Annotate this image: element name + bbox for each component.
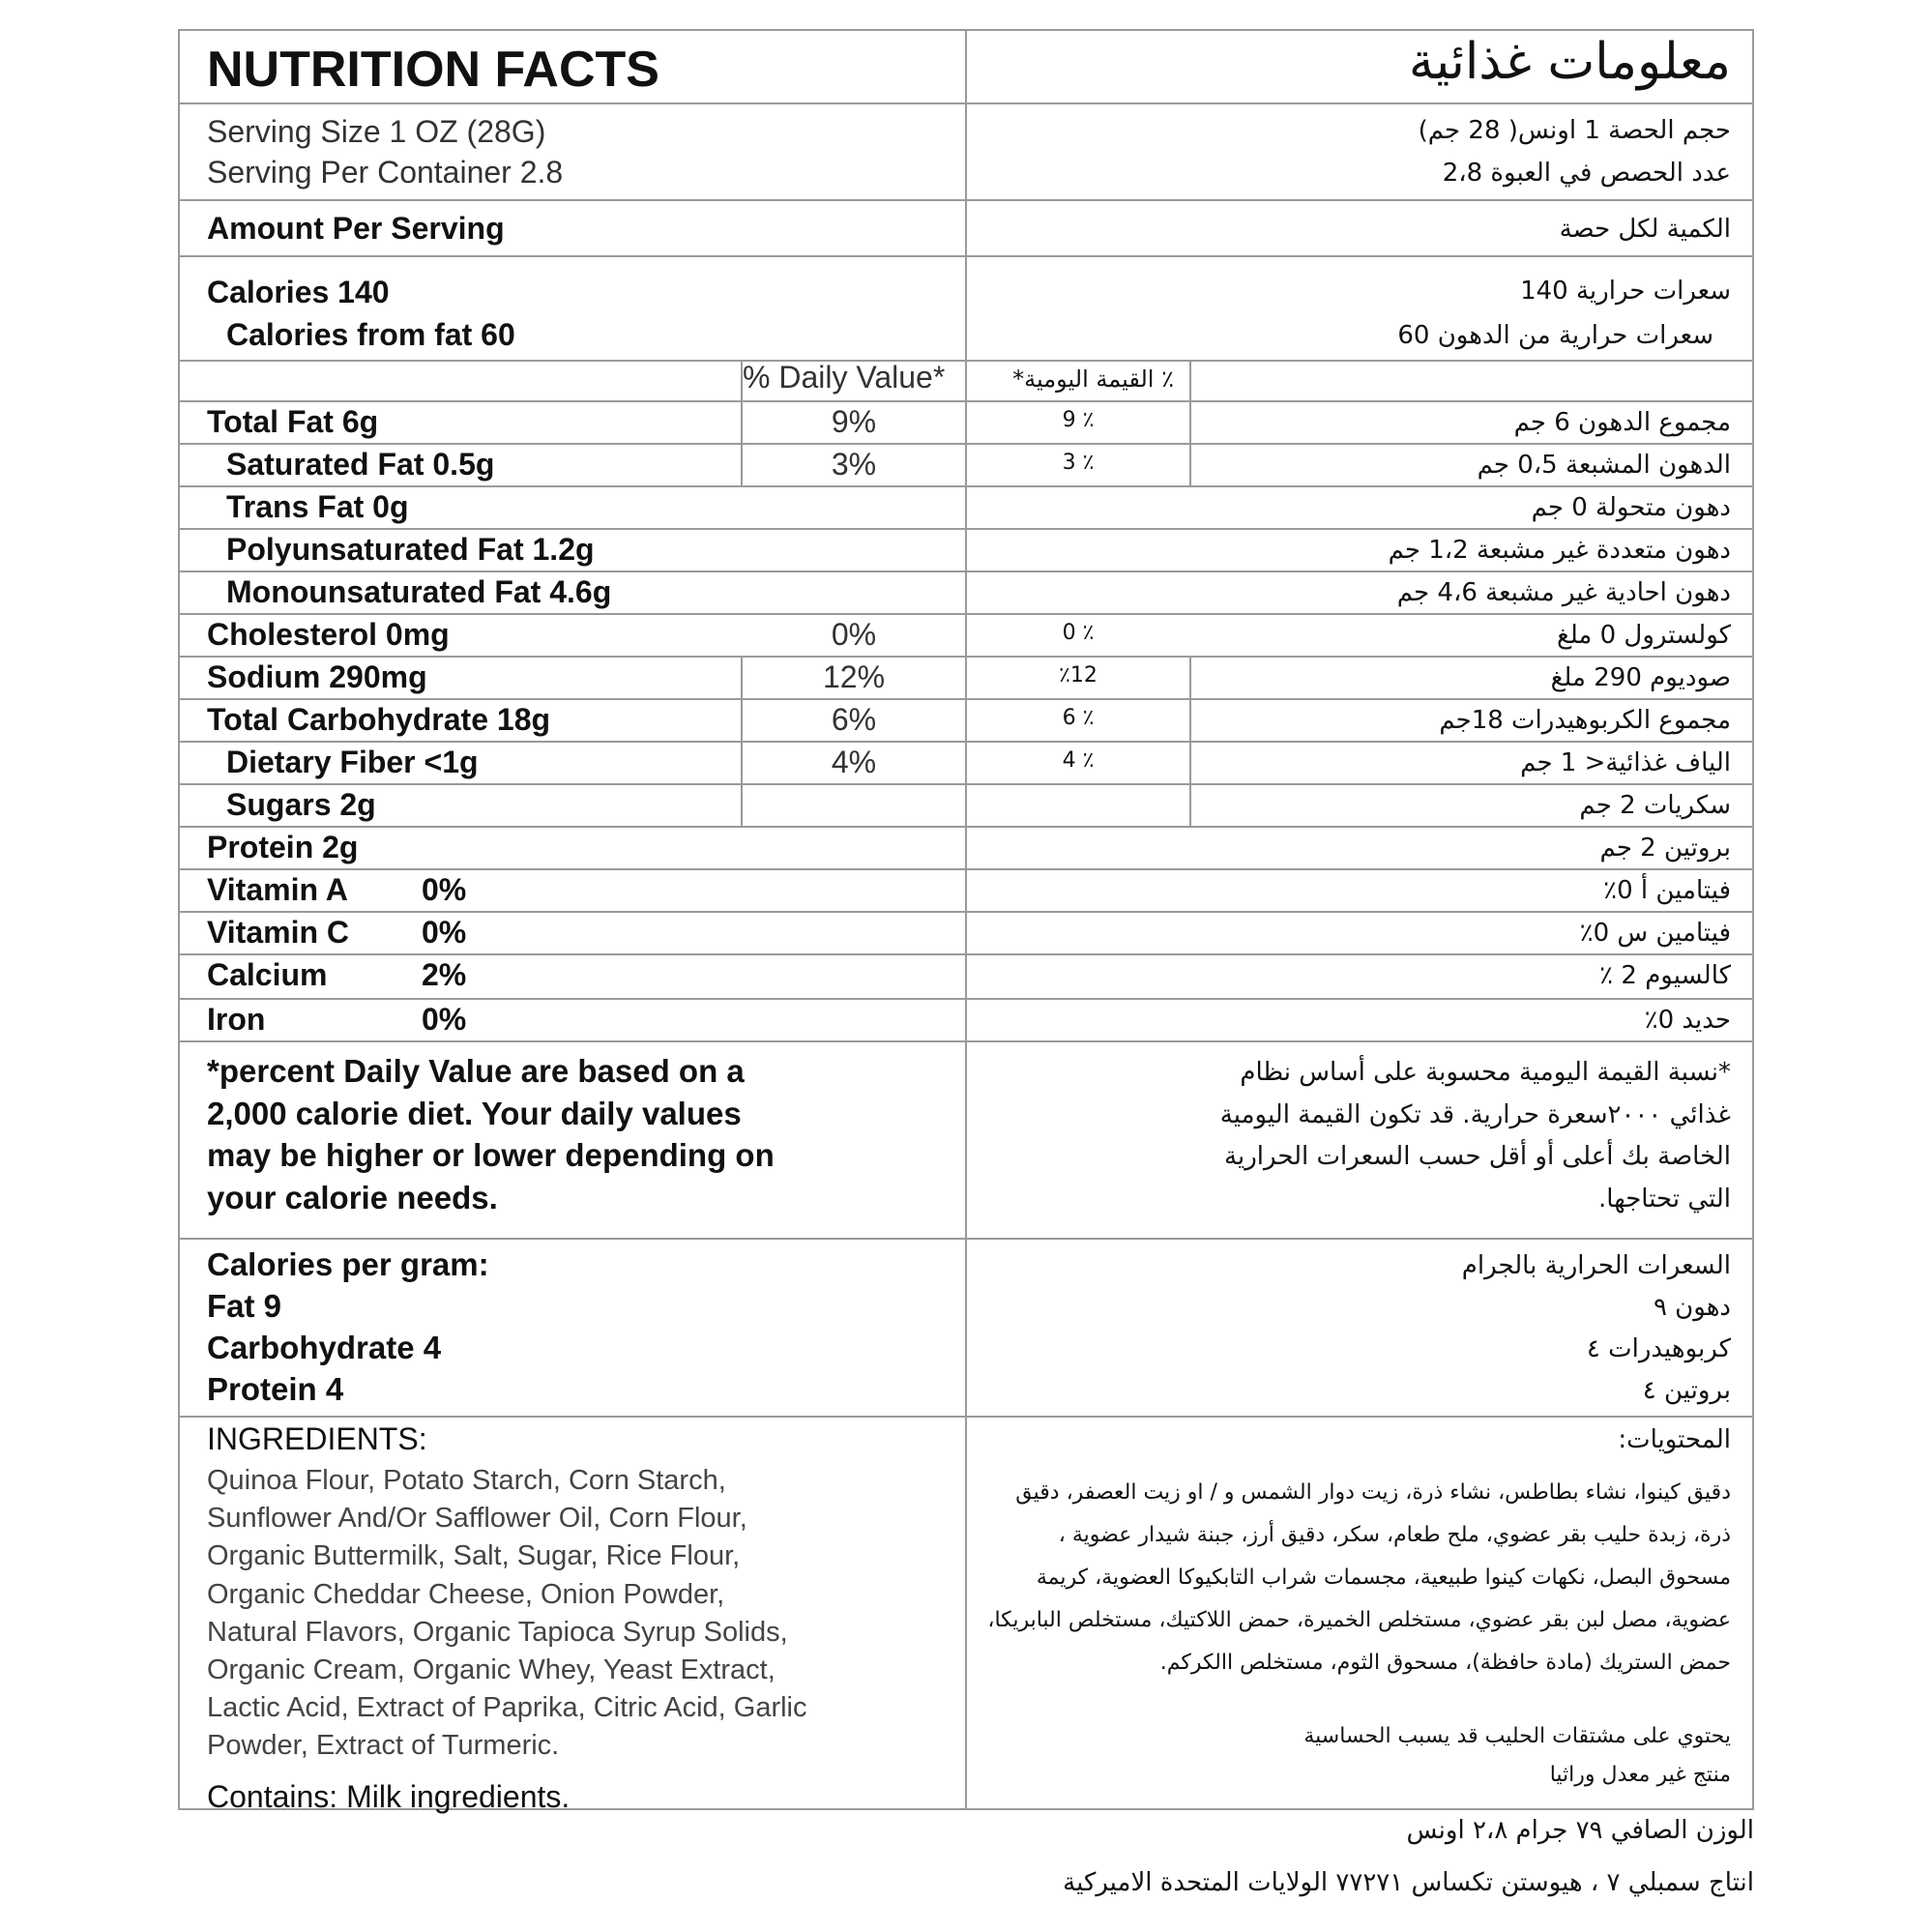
contains-ar	[1303, 1717, 1731, 1795]
ingredients-list-ar	[987, 1472, 1731, 1684]
row-divider	[180, 443, 1752, 445]
vitamin-value: 0%	[422, 872, 467, 907]
ingredients-line-en: Quinoa Flour, Potato Starch, Corn Starch,	[207, 1465, 726, 1496]
nutrient-daily-value-ar: ٪ 6	[1062, 706, 1095, 730]
nutrient-name-en: Monounsaturated Fat 4.6g	[226, 574, 612, 609]
ingredients-title-en: INGREDIENTS:	[207, 1421, 427, 1456]
calories-ar: سعرات حرارية 140	[1520, 277, 1731, 306]
nutrient-name-en: Trans Fat 0g	[226, 489, 409, 524]
ingredients-line-en: Lactic Acid, Extract of Paprika, Citric Acid, Garlic	[207, 1692, 807, 1724]
nutrient-daily-value-ar: ٪12	[1059, 663, 1098, 688]
ingredients-line-ar: عضوية، مصل لبن بقر عضوي، مستخلص الخميرة، حمض اللاكتيك، مستخلص البابريكا،	[987, 1608, 1731, 1632]
vitamin-name-ar: فيتامين أ 0٪	[1603, 876, 1731, 905]
nutrient-name-en: Sodium 290mg	[207, 659, 427, 694]
row-divider	[180, 656, 1752, 658]
nutrient-name-en: Dietary Fiber <1g	[226, 745, 479, 779]
vitamin-name: Vitamin A	[207, 872, 348, 907]
footnote-line-ar: غذائي ٢٠٠٠سعرة حرارية. قد تكون القيمة اليومية	[1219, 1099, 1731, 1129]
servings-per-container-en: Serving Per Container 2.8	[207, 155, 564, 190]
ingredients-title-ar: المحتويات:	[1618, 1425, 1731, 1454]
calories-per-gram-line-en: Carbohydrate 4	[207, 1330, 442, 1365]
footnote-ar	[1220, 1052, 1731, 1220]
ingredients-line-en: Organic Cream, Organic Whey, Yeast Extract,	[207, 1654, 776, 1686]
calories-per-gram-line-ar: كربوهيدرات ٤	[1586, 1334, 1731, 1363]
origin-ar: انتاج سمبلي ٧ ، هيوستن تكساس ٧٧٢٧١ الولايات المتحدة الاميركية	[1063, 1868, 1754, 1897]
footnote-en	[207, 1050, 775, 1218]
daily-value-header-ar: ٪ القيمة اليومية*	[1012, 366, 1174, 393]
vitamin-value: 2%	[422, 957, 467, 992]
nutrient-daily-value-ar: ٪ 0	[1062, 621, 1095, 645]
vitamin-name: Vitamin C	[207, 915, 349, 950]
ingredients-line-ar: حمض الستريك (مادة حافظة)، مسحوق الثوم، مستخلص االكركم.	[1159, 1651, 1731, 1675]
calories-per-gram-line-ar: دهون ٩	[1653, 1293, 1731, 1322]
title-ar: معلومات غذائية	[1408, 33, 1731, 91]
row-divider	[180, 613, 1752, 615]
daily-value-header-en: % Daily Value*	[743, 360, 946, 395]
row-divider	[180, 255, 1752, 257]
row-divider	[180, 953, 1752, 955]
nutrient-daily-value: 12%	[822, 659, 886, 694]
row-divider	[180, 485, 1752, 487]
nutrient-daily-value: 3%	[831, 447, 877, 482]
cell-divider	[1189, 360, 1191, 400]
servings-per-container-ar: عدد الحصص في العبوة 2،8	[1442, 159, 1731, 188]
row-divider	[180, 1238, 1752, 1240]
nutrient-name-en: Cholesterol 0mg	[207, 617, 450, 652]
column-divider	[965, 31, 967, 1808]
nutrient-daily-value-ar: ٪ 4	[1062, 748, 1095, 773]
row-divider	[180, 868, 1752, 870]
nutrient-name-ar: دهون احادية غير مشبعة 4،6 جم	[1396, 578, 1731, 607]
nutrient-daily-value-ar: ٪ 9	[1062, 408, 1095, 432]
row-divider	[180, 199, 1752, 201]
cell-divider	[1189, 400, 1191, 485]
nutrient-name-ar: سكريات 2 جم	[1579, 791, 1731, 820]
row-divider	[180, 360, 1752, 362]
contains-line-ar: منتج غير معدل وراثيا	[1549, 1763, 1731, 1787]
nutrition-label	[178, 29, 1754, 1814]
nutrient-daily-value: 4%	[831, 745, 877, 779]
calories-per-gram-line-en: Calories per gram:	[207, 1246, 489, 1282]
nutrient-name-en: Total Carbohydrate 18g	[207, 702, 551, 737]
vitamin-name: Calcium	[207, 957, 328, 992]
row-divider	[180, 783, 1752, 785]
nutrient-daily-value: 6%	[831, 702, 877, 737]
nutrient-name-ar: الياف غذائية< 1 جم	[1520, 748, 1731, 777]
contains-line-ar: يحتوي على مشتقات الحليب قد يسبب الحساسية	[1303, 1724, 1731, 1748]
nutrient-daily-value-ar: ٪ 3	[1062, 451, 1095, 475]
nutrient-name-en: Sugars 2g	[226, 787, 376, 822]
ingredients-line-ar: مسحوق البصل، نكهات كينوا طبيعية، مجسمات شراب التابكيوكا العضوية، كريمة	[1036, 1566, 1731, 1590]
calories-from-fat-ar: سعرات حرارية من الدهون 60	[1397, 321, 1713, 350]
ingredients-line-en: Organic Cheddar Cheese, Onion Powder,	[207, 1578, 725, 1610]
row-divider	[180, 571, 1752, 572]
nutrient-name-en: Total Fat 6g	[207, 404, 379, 439]
nutrient-name-en: Protein 2g	[207, 830, 359, 864]
ingredients-line-en: Powder, Extract of Turmeric.	[207, 1730, 560, 1762]
nutrient-name-ar: الدهون المشبعة 0،5 جم	[1477, 451, 1731, 480]
nutrient-name-en: Saturated Fat 0.5g	[226, 447, 495, 482]
net-weight-ar: الوزن الصافي ٧٩ جرام ٢،٨ اونس	[1406, 1816, 1754, 1845]
vitamin-name-ar: كالسيوم 2 ٪	[1599, 961, 1731, 990]
amount-per-serving-en: Amount Per Serving	[207, 211, 505, 246]
row-divider	[180, 826, 1752, 828]
row-divider	[180, 1040, 1752, 1042]
ingredients-line-ar: دقيق كينوا، نشاء بطاطس، نشاء ذرة، زيت دوار الشمس و / او زيت العصفر، دقيق	[1015, 1480, 1731, 1505]
footnote-line-en: *percent Daily Value are based on a	[207, 1053, 745, 1089]
ingredients-line-en: Organic Buttermilk, Salt, Sugar, Rice Flour,	[207, 1540, 741, 1572]
row-divider	[180, 102, 1752, 104]
vitamin-name: Iron	[207, 1002, 266, 1037]
ingredients-line-en: Natural Flavors, Organic Tapioca Syrup Solids,	[207, 1616, 788, 1648]
calories-per-gram-en	[207, 1244, 489, 1410]
nutrient-name-ar: دهون متعددة غير مشبعة 1،2 جم	[1388, 536, 1731, 565]
nutrient-name-ar: بروتين 2 جم	[1599, 834, 1731, 863]
serving-size-en: Serving Size 1 OZ (28G)	[207, 114, 546, 149]
calories-per-gram-line-ar: السعرات الحرارية بالجرام	[1461, 1251, 1731, 1280]
row-divider	[180, 400, 1752, 402]
ingredients-line-ar: ذرة، زبدة حليب بقر عضوي، ملح طعام، سكر، دقيق أرز، جبنة شيدار عضوية ،	[1058, 1523, 1731, 1547]
nutrient-name-ar: كولسترول 0 ملغ	[1556, 621, 1731, 650]
title-en: NUTRITION FACTS	[207, 42, 659, 98]
nutrient-daily-value: 0%	[831, 617, 877, 652]
contains-en: Contains: Milk ingredients.	[207, 1779, 571, 1814]
amount-per-serving-ar: الكمية لكل حصة	[1559, 215, 1731, 244]
footnote-line-en: may be higher or lower depending on	[207, 1137, 775, 1173]
calories-per-gram-line-en: Protein 4	[207, 1371, 344, 1407]
footnote-line-en: your calorie needs.	[207, 1179, 498, 1215]
nutrient-name-ar: مجموع الكربوهيدرات 18جم	[1439, 706, 1731, 735]
row-divider	[180, 528, 1752, 530]
nutrient-name-en: Polyunsaturated Fat 1.2g	[226, 532, 595, 567]
row-divider	[180, 1416, 1752, 1418]
calories-per-gram-ar	[1462, 1245, 1731, 1412]
cell-divider	[741, 783, 743, 826]
footnote-line-en: 2,000 calorie diet. Your daily values	[207, 1095, 742, 1131]
cell-divider	[1189, 783, 1191, 826]
calories-per-gram-line-ar: بروتين ٤	[1642, 1376, 1731, 1405]
calories-en: Calories 140	[207, 275, 390, 309]
vitamin-value: 0%	[422, 915, 467, 950]
nutrient-daily-value: 9%	[831, 404, 877, 439]
serving-size-ar: حجم الحصة 1 اونس( 28 جم)	[1418, 116, 1731, 145]
footnote-line-ar: التي تحتاجها.	[1598, 1184, 1731, 1214]
nutrient-name-ar: صوديوم 290 ملغ	[1550, 663, 1731, 692]
nutrient-name-ar: دهون متحولة 0 جم	[1531, 493, 1731, 522]
footnote-line-ar: *نسبة القيمة اليومية محسوبة على أساس نظام	[1240, 1058, 1731, 1087]
row-divider	[180, 998, 1752, 1000]
vitamin-name-ar: حديد 0٪	[1644, 1006, 1731, 1035]
nutrient-name-ar: مجموع الدهون 6 جم	[1513, 408, 1731, 437]
footnote-line-ar: الخاصة بك أعلى أو أقل حسب السعرات الحرارية	[1224, 1142, 1731, 1171]
calories-from-fat-en: Calories from fat 60	[226, 317, 515, 352]
calories-per-gram-line-en: Fat 9	[207, 1288, 282, 1324]
vitamin-value: 0%	[422, 1002, 467, 1037]
ingredients-line-en: Sunflower And/Or Safflower Oil, Corn Flour,	[207, 1503, 747, 1535]
row-divider	[180, 741, 1752, 743]
row-divider	[180, 911, 1752, 913]
cell-divider	[1189, 656, 1191, 783]
ingredients-list-en	[207, 1462, 806, 1766]
row-divider	[180, 698, 1752, 700]
vitamin-name-ar: فيتامين س 0٪	[1579, 919, 1731, 948]
